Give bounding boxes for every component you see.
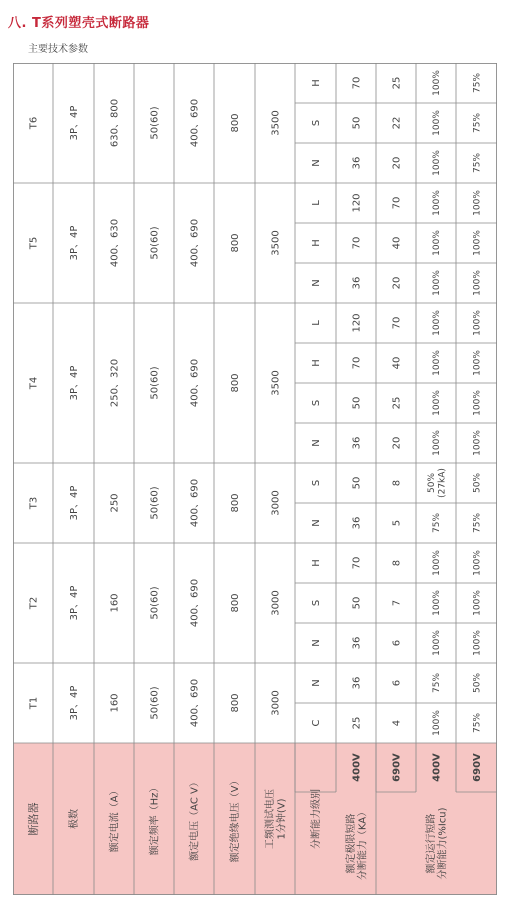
group-label-icu: 额定极限短路分断能力（KA） [345,806,369,881]
icu-400v: 120 [351,313,363,333]
level-code: H [311,559,322,567]
ics-400v: 100% [432,190,443,216]
ics-690v: 100% [472,190,483,216]
ics-690v: 100% [472,590,483,616]
ics-690v: 100% [472,350,483,376]
ics-690v: 75% [472,112,483,134]
ics-690v: 100% [472,550,483,576]
param-label: 额定频率（Hz） [149,782,161,856]
level-code: N [311,279,322,287]
ics-690v: 50% [472,672,483,694]
ics-400v: 100% [432,150,443,176]
model-current: 160 [109,693,121,713]
ics-690v: 100% [472,430,483,456]
ics-400v: 100% [432,110,443,136]
param-label: 工频测试电压1分钟(V) [264,789,288,849]
model-poles: 3P、4P [69,105,80,141]
model-insulation: 800 [230,493,241,513]
level-code: N [311,519,322,527]
ics-400v: 75% [432,672,443,694]
level-code: N [311,439,322,447]
icu-400v: 36 [351,156,363,170]
param-label: 额定电压（AC V） [189,777,201,861]
icu-400v: 50 [351,596,363,610]
model-name: T3 [28,496,40,510]
voltage-label: 690V [391,753,403,782]
model-name: T4 [28,376,40,390]
voltage-label: 400V [431,753,443,782]
icu-400v: 50 [351,116,363,130]
model-voltage: 400、690 [189,478,201,528]
icu-690v: 40 [391,236,403,250]
icu-690v: 25 [391,396,403,410]
model-voltage: 400、690 [189,358,201,408]
level-code: S [311,479,322,487]
level-code: S [311,119,322,127]
ics-400v: 50%(27kA) [426,468,448,498]
icu-690v: 7 [391,599,403,607]
model-insulation: 800 [230,693,241,713]
ics-690v: 100% [472,310,483,336]
icu-690v: 40 [391,356,403,370]
model-name: T1 [28,696,40,710]
model-current: 250 [109,493,121,513]
icu-400v: 70 [351,76,363,90]
icu-690v: 70 [391,196,403,210]
icu-690v: 6 [391,679,403,687]
model-current: 250、320 [109,358,121,408]
model-test-voltage: 3000 [270,690,282,716]
model-poles: 3P、4P [69,365,80,401]
model-insulation: 800 [230,373,241,393]
header-label: 断路器 [26,802,40,836]
icu-400v: 25 [351,716,363,730]
model-freq: 50(60) [149,486,161,520]
model-voltage: 400、690 [189,578,201,628]
model-current: 400、630 [109,218,121,268]
group-label-ics: 额定运行短路分断能力(%Icu) [425,807,449,880]
ics-400v: 100% [432,630,443,656]
ics-400v: 100% [432,350,443,376]
ics-690v: 50% [472,472,483,494]
icu-690v: 25 [391,76,403,90]
ics-400v: 75% [432,512,443,534]
model-poles: 3P、4P [69,585,80,621]
level-code: H [311,79,322,87]
level-code: S [311,599,322,607]
icu-400v: 36 [351,276,363,290]
icu-690v: 20 [391,436,403,450]
model-freq: 50(60) [149,226,161,260]
model-voltage: 400、690 [189,218,201,268]
param-label: 分断能力级别 [311,789,322,849]
level-code: C [311,719,322,727]
icu-400v: 36 [351,516,363,530]
spec-table-grid [13,63,497,895]
ics-400v: 100% [432,550,443,576]
model-insulation: 800 [230,233,241,253]
icu-690v: 6 [391,639,403,647]
ics-690v: 75% [472,72,483,94]
model-current: 160 [109,593,121,613]
icu-690v: 5 [391,519,403,527]
icu-400v: 70 [351,556,363,570]
voltage-label: 400V [351,753,363,782]
model-freq: 50(60) [149,586,161,620]
model-test-voltage: 3000 [270,590,282,616]
spec-table [13,63,497,895]
model-current: 630、800 [109,98,121,148]
model-freq: 50(60) [149,106,161,140]
model-poles: 3P、4P [69,485,80,521]
ics-690v: 100% [472,630,483,656]
icu-400v: 50 [351,476,363,490]
voltage-label: 690V [472,753,483,782]
icu-690v: 4 [391,719,403,727]
level-code: N [311,679,322,687]
icu-400v: 120 [351,193,363,213]
icu-690v: 8 [391,479,403,487]
icu-400v: 70 [351,356,363,370]
model-voltage: 400、690 [189,678,201,728]
ics-400v: 100% [432,390,443,416]
level-code: N [311,159,322,167]
icu-690v: 8 [391,559,403,567]
param-label: 极数 [69,809,80,829]
icu-400v: 36 [351,436,363,450]
model-freq: 50(60) [149,686,161,720]
param-label: 额定电流（A） [109,785,121,853]
ics-400v: 100% [432,230,443,256]
ics-400v: 100% [432,270,443,296]
model-name: T5 [28,236,40,250]
level-code: L [311,200,322,206]
icu-690v: 20 [391,156,403,170]
model-test-voltage: 3500 [270,230,282,256]
level-code: H [311,239,322,247]
page-subtitle: 主要技术参数 [28,44,88,55]
icu-690v: 22 [391,116,403,130]
ics-400v: 100% [432,70,443,96]
icu-690v: 20 [391,276,403,290]
ics-400v: 100% [432,710,443,736]
level-code: L [311,320,322,326]
ics-690v: 75% [472,712,483,734]
model-insulation: 800 [230,593,241,613]
level-code: N [311,639,322,647]
model-test-voltage: 3000 [270,490,282,516]
icu-690v: 70 [391,316,403,330]
ics-690v: 100% [472,230,483,256]
model-voltage: 400、690 [189,98,201,148]
model-insulation: 800 [230,113,241,133]
ics-690v: 75% [472,512,483,534]
ics-690v: 75% [472,152,483,174]
level-code: H [311,359,322,367]
model-name: T6 [28,116,40,130]
model-poles: 3P、4P [69,685,80,721]
page-title: 八. T系列塑壳式断路器 [8,16,150,31]
model-test-voltage: 3500 [270,110,282,136]
icu-400v: 36 [351,636,363,650]
model-poles: 3P、4P [69,225,80,261]
model-test-voltage: 3500 [270,370,282,396]
ics-400v: 100% [432,590,443,616]
ics-400v: 100% [432,430,443,456]
icu-400v: 50 [351,396,363,410]
icu-400v: 70 [351,236,363,250]
ics-690v: 100% [472,390,483,416]
icu-400v: 36 [351,676,363,690]
param-label: 额定绝缘电压（V） [230,775,241,863]
level-code: S [311,399,322,407]
ics-690v: 100% [472,270,483,296]
model-freq: 50(60) [149,366,161,400]
model-name: T2 [28,596,40,610]
ics-400v: 100% [432,310,443,336]
